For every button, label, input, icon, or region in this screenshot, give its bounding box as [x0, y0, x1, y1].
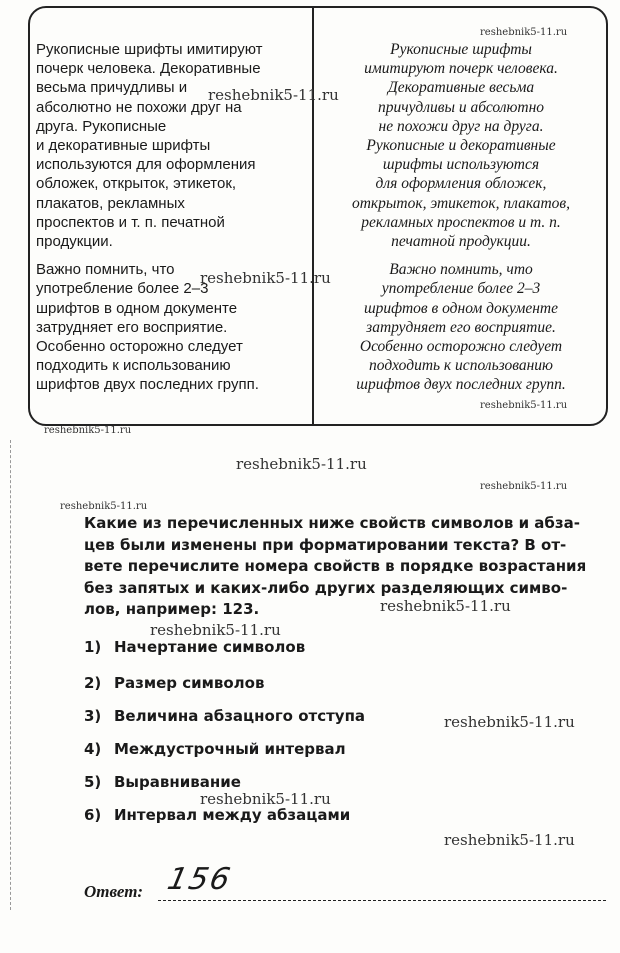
text-line: шрифтов двух последних групп.	[36, 376, 259, 394]
text-line: шрифтов двух последних групп.	[356, 376, 566, 394]
text-line: для оформления обложек,	[375, 175, 547, 193]
question-line: лов, например: 123.	[84, 600, 260, 618]
text-line: Важно помнить, что	[36, 261, 175, 279]
question-line: Какие из перечисленных ниже свойств символов и абза-	[84, 514, 580, 532]
text-line: Рукописные и декоративные	[366, 137, 556, 155]
watermark: reshebnik5-11.ru	[480, 27, 568, 38]
column-divider	[312, 6, 314, 426]
watermark: reshebnik5-11.ru	[44, 425, 132, 436]
option-number: 6)	[84, 806, 102, 824]
watermark: reshebnik5-11.ru	[444, 831, 575, 849]
watermark: reshebnik5-11.ru	[150, 621, 281, 639]
text-line: причудливы и абсолютно	[377, 98, 545, 116]
text-line: и декоративные шрифты	[36, 137, 211, 155]
text-line: Особенно осторожно следует	[36, 338, 243, 356]
watermark: reshebnik5-11.ru	[200, 269, 331, 287]
question-line: без запятых и каких-либо других разделяющих симво-	[84, 578, 568, 597]
option-number: 5)	[84, 773, 102, 791]
text-line: используются для оформления	[36, 156, 256, 174]
watermark: reshebnik5-11.ru	[60, 501, 148, 512]
text-line: абсолютно не похожи друг на	[36, 98, 242, 116]
watermark: reshebnik5-11.ru	[444, 713, 575, 731]
option-text: Размер символов	[114, 674, 265, 692]
option-number: 3)	[84, 707, 102, 725]
option-text: Выравнивание	[114, 773, 241, 791]
watermark: reshebnik5-11.ru	[208, 86, 339, 104]
option-text: Величина абзацного отступа	[114, 707, 366, 725]
text-line: открыток, этикеток, плакатов,	[351, 194, 571, 212]
left-paragraph-1	[36, 40, 306, 251]
text-line: обложек, открыток, этикеток,	[36, 175, 237, 193]
option-5	[84, 773, 241, 791]
option-2	[84, 674, 264, 692]
text-line: шрифты используются	[382, 156, 540, 174]
text-line: весьма причудливы и	[36, 79, 188, 97]
question-text	[84, 513, 608, 621]
margin-line	[10, 440, 13, 910]
text-line: проспектов и т. п. печатной	[36, 213, 225, 231]
text-line: не похожи друг на друга.	[378, 117, 544, 135]
answer-line[interactable]	[158, 900, 606, 901]
text-line: Декоративные весьма	[387, 79, 535, 97]
watermark: reshebnik5-11.ru	[200, 790, 331, 808]
text-line: употребление более 2–3	[36, 280, 209, 298]
watermark: reshebnik5-11.ru	[236, 455, 367, 473]
question-line: вете перечислите номера свойств в порядке возрастания	[84, 557, 587, 575]
text-line: шрифтов в одном документе	[36, 299, 238, 317]
option-3	[84, 707, 365, 725]
text-line: почерк человека. Декоративные	[36, 60, 261, 78]
text-line: подходить к использованию	[36, 357, 231, 375]
answer-handwritten-value: 156	[164, 862, 235, 897]
option-number: 4)	[84, 740, 102, 758]
option-text: Начертание символов	[114, 638, 306, 656]
right-paragraph-2	[318, 260, 604, 394]
option-6	[84, 806, 350, 824]
text-line: шрифтов в одном документе	[363, 299, 559, 317]
watermark: reshebnik5-11.ru	[380, 597, 511, 615]
option-text: Интервал между абзацами	[114, 806, 351, 824]
right-paragraph-1	[318, 40, 604, 251]
option-text: Междустрочный интервал	[114, 740, 346, 758]
text-line: Особенно осторожно следует	[359, 338, 563, 356]
text-line: имитируют почерк человека.	[364, 60, 558, 78]
option-number: 1)	[84, 638, 102, 656]
option-number: 2)	[84, 674, 102, 692]
text-line: друга. Рукописные	[36, 117, 167, 135]
text-line: подходить к использованию	[369, 357, 553, 375]
option-1	[84, 638, 305, 656]
text-line: рекламных проспектов и т. п.	[361, 213, 561, 231]
text-line: плакатов, рекламных	[36, 194, 185, 212]
text-line: Важно помнить, что	[389, 261, 533, 279]
watermark: reshebnik5-11.ru	[480, 400, 568, 411]
watermark: reshebnik5-11.ru	[480, 481, 568, 492]
option-4	[84, 740, 346, 758]
text-line: Рукописные шрифты имитируют	[36, 41, 263, 58]
formatted-font-column	[318, 40, 604, 395]
answer-label: Ответ:	[84, 882, 144, 901]
text-line: печатной продукции.	[391, 233, 531, 251]
text-line: затрудняет его восприятие.	[366, 318, 556, 336]
text-line: продукции.	[36, 233, 113, 251]
question-line: цев были изменены при форматировании текста? В от-	[84, 535, 567, 554]
text-line: Рукописные шрифты	[390, 41, 532, 58]
text-line: употребление более 2–3	[381, 280, 541, 298]
text-line: затрудняет его восприятие.	[36, 318, 228, 336]
